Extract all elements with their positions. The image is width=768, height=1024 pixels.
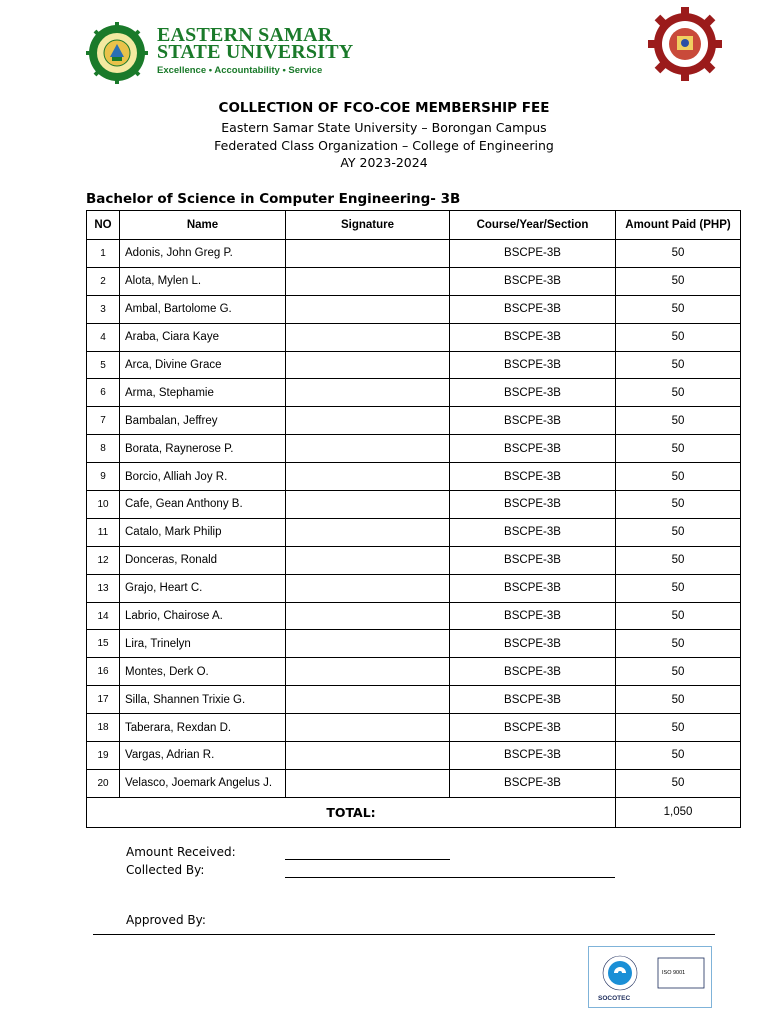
row-name: Arma, Stephamie <box>120 379 286 407</box>
table-row <box>87 658 741 686</box>
table-row <box>87 546 741 574</box>
row-amount: 50 <box>616 463 741 491</box>
row-course: BSCPE-3B <box>450 686 616 714</box>
row-course: BSCPE-3B <box>450 769 616 797</box>
amount-received-label: Amount Received: <box>126 845 236 859</box>
university-motto: Excellence • Accountability • Service <box>157 65 323 76</box>
row-course: BSCPE-3B <box>450 240 616 268</box>
row-number: 14 <box>87 602 120 630</box>
row-signature-cell[interactable] <box>286 546 450 574</box>
row-amount: 50 <box>616 714 741 742</box>
row-signature-cell[interactable] <box>286 491 450 519</box>
socotec-label: SOCOTEC <box>598 995 631 1002</box>
row-number: 6 <box>87 379 120 407</box>
row-amount: 50 <box>616 379 741 407</box>
document-subtitle-organization: Federated Class Organization – College of Engineering <box>214 138 554 153</box>
row-signature-cell[interactable] <box>286 574 450 602</box>
row-course: BSCPE-3B <box>450 602 616 630</box>
footer-divider <box>93 934 715 935</box>
row-signature-cell[interactable] <box>286 518 450 546</box>
row-course: BSCPE-3B <box>450 379 616 407</box>
university-name-line1: EASTERN SAMAR <box>157 24 333 46</box>
table-header-row <box>87 211 741 240</box>
row-course: BSCPE-3B <box>450 295 616 323</box>
row-signature-cell[interactable] <box>286 379 450 407</box>
row-number: 8 <box>87 435 120 463</box>
table-body <box>87 240 741 798</box>
row-signature-cell[interactable] <box>286 630 450 658</box>
membership-fee-table <box>86 210 741 828</box>
row-amount: 50 <box>616 769 741 797</box>
approved-by-label: Approved By: <box>126 913 206 927</box>
document-subtitle-campus: Eastern Samar State University – Borongan Campus <box>221 120 547 135</box>
row-signature-cell[interactable] <box>286 323 450 351</box>
row-name: Montes, Derk O. <box>120 658 286 686</box>
row-number: 3 <box>87 295 120 323</box>
row-number: 16 <box>87 658 120 686</box>
row-number: 13 <box>87 574 120 602</box>
table-row <box>87 407 741 435</box>
row-signature-cell[interactable] <box>286 686 450 714</box>
row-name: Labrio, Chairose A. <box>120 602 286 630</box>
row-course: BSCPE-3B <box>450 491 616 519</box>
row-name: Borcio, Alliah Joy R. <box>120 463 286 491</box>
row-signature-cell[interactable] <box>286 602 450 630</box>
collected-by-label: Collected By: <box>126 863 205 877</box>
table-row <box>87 742 741 770</box>
amount-received-blank[interactable] <box>285 859 450 860</box>
row-signature-cell[interactable] <box>286 714 450 742</box>
row-signature-cell[interactable] <box>286 742 450 770</box>
row-name: Bambalan, Jeffrey <box>120 407 286 435</box>
row-signature-cell[interactable] <box>286 295 450 323</box>
row-amount: 50 <box>616 658 741 686</box>
row-name: Borata, Raynerose P. <box>120 435 286 463</box>
row-course: BSCPE-3B <box>450 518 616 546</box>
table-row <box>87 574 741 602</box>
row-course: BSCPE-3B <box>450 351 616 379</box>
table-row <box>87 463 741 491</box>
row-number: 1 <box>87 240 120 268</box>
row-amount: 50 <box>616 518 741 546</box>
row-signature-cell[interactable] <box>286 267 450 295</box>
section-title: Bachelor of Science in Computer Engineering- 3B <box>86 191 461 207</box>
row-course: BSCPE-3B <box>450 658 616 686</box>
table-row <box>87 351 741 379</box>
row-number: 10 <box>87 491 120 519</box>
row-amount: 50 <box>616 323 741 351</box>
row-amount: 50 <box>616 602 741 630</box>
row-signature-cell[interactable] <box>286 658 450 686</box>
row-name: Lira, Trinelyn <box>120 630 286 658</box>
row-signature-cell[interactable] <box>286 463 450 491</box>
table-row <box>87 295 741 323</box>
row-name: Catalo, Mark Philip <box>120 518 286 546</box>
row-amount: 50 <box>616 295 741 323</box>
header-course: Course/Year/Section <box>450 211 616 240</box>
header-signature: Signature <box>286 211 450 240</box>
row-name: Ambal, Bartolome G. <box>120 295 286 323</box>
row-signature-cell[interactable] <box>286 407 450 435</box>
university-name-block <box>157 24 354 76</box>
row-course: BSCPE-3B <box>450 742 616 770</box>
table-row <box>87 435 741 463</box>
table-row <box>87 518 741 546</box>
university-seal-logo <box>86 22 148 84</box>
total-value: 1,050 <box>616 797 741 827</box>
row-amount: 50 <box>616 491 741 519</box>
row-signature-cell[interactable] <box>286 351 450 379</box>
total-label: TOTAL: <box>87 797 616 827</box>
table-row <box>87 686 741 714</box>
table-row <box>87 379 741 407</box>
row-name: Velasco, Joemark Angelus J. <box>120 769 286 797</box>
row-number: 17 <box>87 686 120 714</box>
row-name: Grajo, Heart C. <box>120 574 286 602</box>
table-row <box>87 491 741 519</box>
row-name: Taberara, Rexdan D. <box>120 714 286 742</box>
iso-9001-label: ISO 9001 <box>662 970 686 976</box>
row-course: BSCPE-3B <box>450 407 616 435</box>
row-course: BSCPE-3B <box>450 267 616 295</box>
header-no: NO <box>87 211 120 240</box>
row-course: BSCPE-3B <box>450 463 616 491</box>
row-name: Adonis, John Greg P. <box>120 240 286 268</box>
row-amount: 50 <box>616 742 741 770</box>
row-number: 5 <box>87 351 120 379</box>
row-amount: 50 <box>616 686 741 714</box>
row-amount: 50 <box>616 267 741 295</box>
row-course: BSCPE-3B <box>450 630 616 658</box>
row-signature-cell[interactable] <box>286 435 450 463</box>
row-course: BSCPE-3B <box>450 574 616 602</box>
row-number: 20 <box>87 769 120 797</box>
row-name: Donceras, Ronald <box>120 546 286 574</box>
header-name: Name <box>120 211 286 240</box>
row-name: Silla, Shannen Trixie G. <box>120 686 286 714</box>
row-course: BSCPE-3B <box>450 714 616 742</box>
row-number: 18 <box>87 714 120 742</box>
row-signature-cell[interactable] <box>286 769 450 797</box>
total-row <box>87 797 741 827</box>
table-row <box>87 602 741 630</box>
row-amount: 50 <box>616 407 741 435</box>
row-course: BSCPE-3B <box>450 435 616 463</box>
row-course: BSCPE-3B <box>450 546 616 574</box>
document-subtitle-academic-year: AY 2023-2024 <box>340 155 428 170</box>
college-of-engineering-logo <box>647 6 723 82</box>
row-number: 19 <box>87 742 120 770</box>
row-name: Arca, Divine Grace <box>120 351 286 379</box>
row-amount: 50 <box>616 435 741 463</box>
row-signature-cell[interactable] <box>286 240 450 268</box>
table-row <box>87 769 741 797</box>
row-number: 2 <box>87 267 120 295</box>
row-amount: 50 <box>616 240 741 268</box>
row-name: Alota, Mylen L. <box>120 267 286 295</box>
table-row <box>87 267 741 295</box>
row-name: Vargas, Adrian R. <box>120 742 286 770</box>
university-name-line2: STATE UNIVERSITY <box>157 41 354 63</box>
row-name: Araba, Ciara Kaye <box>120 323 286 351</box>
row-number: 9 <box>87 463 120 491</box>
header-amount: Amount Paid (PHP) <box>616 211 741 240</box>
row-number: 15 <box>87 630 120 658</box>
row-number: 7 <box>87 407 120 435</box>
row-number: 4 <box>87 323 120 351</box>
row-amount: 50 <box>616 351 741 379</box>
document-title: COLLECTION OF FCO-COE MEMBERSHIP FEE <box>218 100 550 116</box>
table-row <box>87 630 741 658</box>
row-amount: 50 <box>616 574 741 602</box>
table-row <box>87 323 741 351</box>
row-name: Cafe, Gean Anthony B. <box>120 491 286 519</box>
row-number: 12 <box>87 546 120 574</box>
row-amount: 50 <box>616 546 741 574</box>
collected-by-blank[interactable] <box>285 877 615 878</box>
table-row <box>87 240 741 268</box>
row-amount: 50 <box>616 630 741 658</box>
row-number: 11 <box>87 518 120 546</box>
row-course: BSCPE-3B <box>450 323 616 351</box>
table-row <box>87 714 741 742</box>
